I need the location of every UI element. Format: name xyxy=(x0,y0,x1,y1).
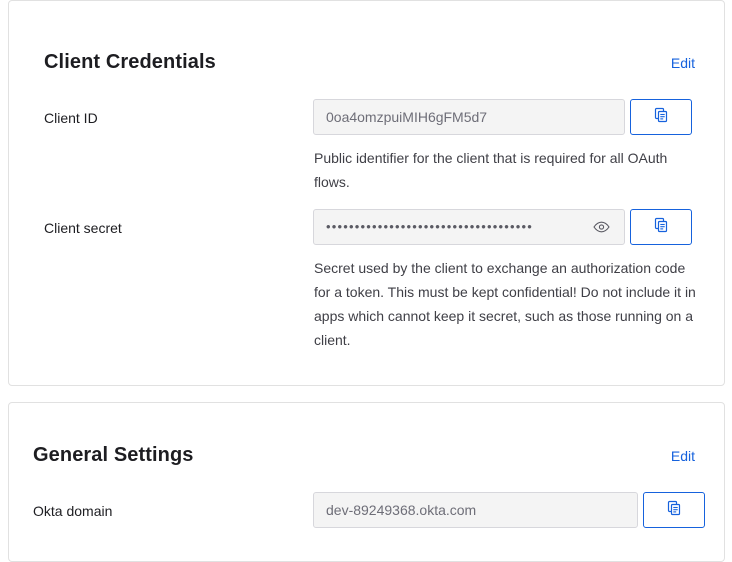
client-id-value: 0oa4omzpuiMIH6gFM5d7 xyxy=(326,109,488,125)
client-secret-value: •••••••••••••••••••••••••••••••••••• xyxy=(326,219,534,234)
client-secret-label: Client secret xyxy=(44,220,122,236)
okta-domain-label: Okta domain xyxy=(33,503,113,519)
client-id-help-text: Public identifier for the client that is required for all OAuth flows. xyxy=(314,150,668,190)
client-id-row xyxy=(313,99,692,135)
client-id-label: Client ID xyxy=(44,110,98,126)
client-secret-input[interactable] xyxy=(313,209,625,245)
eye-icon[interactable] xyxy=(590,216,612,238)
general-settings-card xyxy=(8,402,725,562)
okta-domain-value: dev-89249368.okta.com xyxy=(326,502,477,518)
client-credentials-edit-link[interactable]: Edit xyxy=(670,55,695,71)
copy-client-secret-button[interactable] xyxy=(630,209,692,245)
client-id-input[interactable] xyxy=(313,99,625,135)
copy-okta-domain-button[interactable] xyxy=(643,492,705,528)
okta-domain-input[interactable] xyxy=(313,492,638,528)
copy-icon xyxy=(653,217,669,238)
client-secret-help-text: Secret used by the client to exchange an authorization code for a token. This must be kept confidential! Do not include it in apps which cannot keep it secret, such as those running on a client. xyxy=(314,260,696,348)
client-credentials-card xyxy=(8,0,725,386)
client-secret-row xyxy=(313,209,692,245)
general-settings-title: General Settings xyxy=(33,444,194,466)
okta-domain-row xyxy=(313,492,705,528)
copy-client-id-button[interactable] xyxy=(630,99,692,135)
client-credentials-title: Client Credentials xyxy=(44,51,216,73)
copy-icon xyxy=(653,107,669,128)
general-settings-edit-link[interactable]: Edit xyxy=(670,448,695,464)
copy-icon xyxy=(666,500,682,521)
